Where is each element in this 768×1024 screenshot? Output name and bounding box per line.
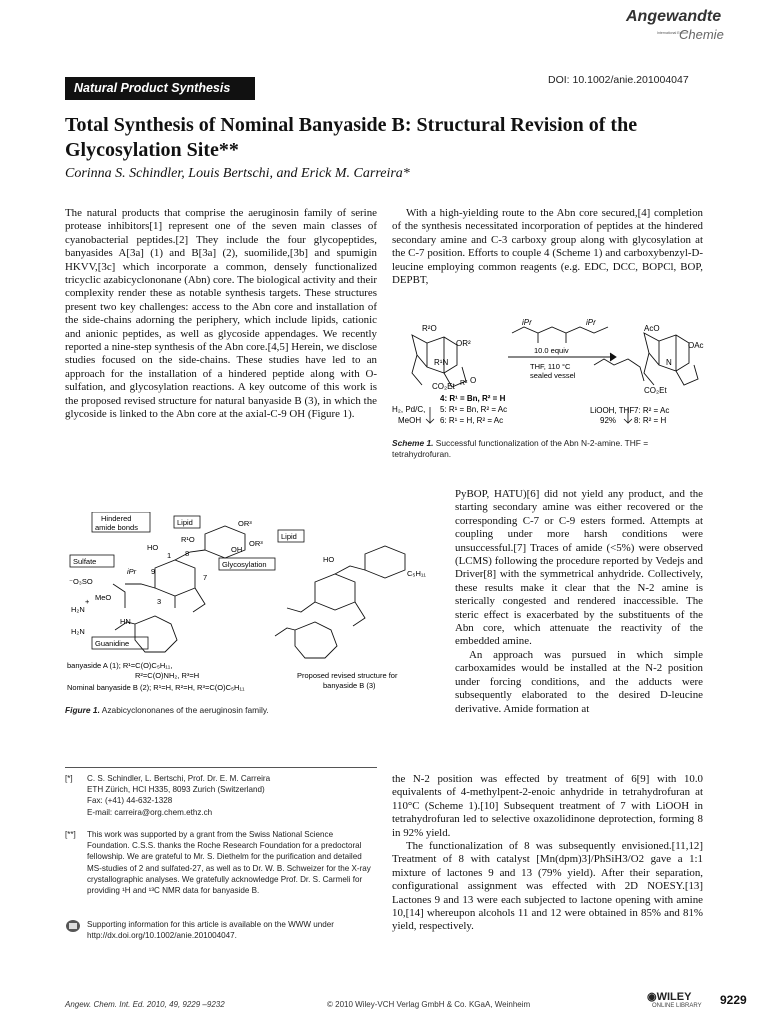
figure-1-drawing [65,512,445,700]
paragraph: The natural products that comprise the aeruginosin family of serine protease inhibitors[1] represent one of the seven main classes of cyanobacterial peptides.[2] They include the four glycopeptides, banyasides A[3a] (1) and B[3a] (2), suomilide,[3b] and spumigin HKVV,[3c] which incorporate a common, densely functionalized tricyclic azabicyclononane (Abn) core. The biological activity and their complexity render these as notable synthesis targets. These structures present two key challenges: access to the Abn core and installation of the side-chains adorning the periphery, which include lipids, cationic and anionic peptides, as well as glycoside appendages. We recently reported a nine-step synthesis of the Abn core.[4,5] Herein, we disclose studies focused on the side-chains. These studies have led to an approach for the installation of a hindered peptide along with O-sulfation, and glycosylation reactions. A key outcome of this work is the proposed revised structure for natural banyaside B (3), in which the glycoside is linked to the Abn core at the axial-C-9 OH (Figure 1). [65,207,377,421]
scheme-label: CO₂Et [432,382,455,391]
wiley-logo-icon: ◉ [647,991,657,1003]
page-number: 9229 [720,993,747,1007]
column-1-text [65,207,377,422]
scheme-1-caption [392,438,704,460]
footnote-email[interactable]: E-mail: carreira@org.chem.ethz.ch [87,807,213,817]
paragraph: the N-2 position was effected by treatment of 6[9] with 10.0 equivalents of 4-methylpent-2-enoic anhydride in tetrahydrofuran at 110°C (Scheme 1).[10] Subsequent treatment of 7 with LiOOH in tetrahydrofuran led to selective oxazolidinone deprotection, forming 8 in 92% yield. [392,773,703,839]
footer-citation: Angew. Chem. Int. Ed. 2010, 49, 9229 –9232 [65,1000,225,1009]
doi[interactable]: DOI: 10.1002/anie.201004047 [548,74,689,86]
scheme-label: sealed vessel [530,371,576,380]
figure-1-caption [65,705,375,716]
footnote-supporting-info [65,919,377,941]
figure-label: OR³ [238,519,252,528]
article-title: Total Synthesis of Nominal Banyaside B: Structural Revision of the Glycosylation Site** [65,114,638,161]
figure-label: H₂N [71,605,85,614]
scheme-label: AcO [644,324,660,333]
footnote-line: Fax: (+41) 44-632-1328 [87,796,173,806]
figure-label: Lipid [281,532,297,541]
figure-legend: banyaside B (3) [323,681,376,690]
scheme-label: OAc [688,341,704,350]
figure-label: HO [323,555,335,564]
figure-1 [65,512,445,705]
compound-label: 7: R² = Ac [634,406,670,415]
scheme-label: THF, 110 °C [530,362,571,371]
caption-text: Successful functionalization of the Abn N-2-amine. THF = tetrahydrofuran. [392,438,649,459]
scheme-label: N [666,358,672,367]
compound-label: 5: R¹ = Bn, R² = Ac [440,405,508,414]
journal-logo-subtitle: International Edition [657,31,688,35]
wiley-logo-text: WILEY [656,991,692,1003]
figure-legend: Nominal banyaside B (2); R¹=H, R²=H, R³=C(O)C₅H₁₁ [67,683,245,692]
footnote-affiliation [65,773,377,818]
footnote-rule [65,767,377,768]
scheme-label: iPr [522,318,532,327]
figure-label: Glycosylation [222,560,267,569]
footnote-line: ETH Zürich, HCI H335, 8093 Zurich (Switzerland) [87,785,265,795]
scheme-label: R¹N [434,358,449,367]
figure-label: 8 [185,549,190,558]
journal-logo: Angewandte [626,8,722,25]
compound-label: 8: R² = H [634,416,667,425]
footnote-text: This work was supported by a grant from the Swiss National Science Foundation. C.S.S. thanks the Roche Research Foundation for a predoctoral fellowship. We are grateful to Mr. S. Diethelm for the purification and detailed MS-studies of 2 and sulfated-27, as well as to Dr. W. B. Schweizer for the X-ray crystallographic analyses. We gratefully acknowledge Prof. Dr. S. Carmeli for providing ¹H and ¹³C NMR data for banyaside B. [87,830,371,896]
paragraph: The functionalization of 8 was subsequently envisioned.[11,12] Treatment of 8 with catalyst [Mn(dpm)3]/PhSiH3/O2 gave a 1:1 mixture of lactones 9 and 13 (79% yield). After their separation, configurational assignment was effected with 2D NOESY.[13] Lactones 9 and 13 were each subjected to lactone opening with amine 10,[14] whereupon alcohols 11 and 12 were obtained in 85% and 81% yield, respectively. [392,840,703,933]
scheme-label: CO₂Et [644,386,667,395]
figure-label: + [85,597,90,606]
caption-label: Scheme 1. [392,438,434,448]
scheme-1-drawing [382,315,712,440]
caption-text: Azabicyclononanes of the aeruginosin family. [101,705,269,715]
paragraph: With a high-yielding route to the Abn core secured,[4] completion of the synthesis necessitated incorporation of peptides at the hindered secondary amine and C-3 carboxy group along with glycosylation at the C-7 position. Efforts to couple 4 (Scheme 1) and carboxybenzyl-D-leucine employing common reagents (e.g. EDC, DCC, BOPCl, BOP, DEPBT, [392,207,703,287]
journal-logo-chemie: Chemie [679,27,724,42]
figure-label: R¹O [181,535,195,544]
figure-legend: Proposed revised structure for [297,671,398,680]
figure-label: HO [147,543,159,552]
wiley-online-library: ONLINE LIBRARY [652,1003,702,1009]
figure-label: HN [120,617,131,626]
scheme-label: OR² [456,339,471,348]
scheme-label: H₂, Pd/C, [392,405,426,414]
scheme-label: iPr [586,318,596,327]
compound-label: 6: R¹ = H, R² = Ac [440,416,504,425]
figure-legend: banyaside A (1); R¹=C(O)C₅H₁₁, [67,661,173,670]
wiley-logo [647,990,691,1003]
scheme-label: 10.0 equiv [534,346,569,355]
scheme-1 [382,315,712,445]
article-authors: Corinna S. Schindler, Louis Bertschi, and Erick M. Carreira* [65,166,410,181]
paragraph: An approach was pursued in which simple carboxamides would be installed at the N-2 position under forcing conditions, and the adducts were subsequently elaborated to the desired D-leucine derivative. Amide formation at [455,648,703,715]
scheme-label: R² [460,380,468,387]
figure-label: MeO [95,593,112,602]
figure-label: 7 [203,573,208,582]
supporting-info-icon [65,919,81,936]
compound-label: 4: R¹ = Bn, R² = H [440,394,506,403]
scheme-label: R²O [422,324,437,333]
footer-copyright: © 2010 Wiley-VCH Verlag GmbH & Co. KGaA, Weinheim [327,1000,531,1009]
figure-label: 3 [157,597,162,606]
scheme-label: O [470,376,477,385]
figure-label: iPr [127,567,137,576]
column-2-middle [455,488,703,716]
figure-label: Sulfate [73,557,97,566]
figure-label: Guanidine [95,639,130,648]
figure-legend: R²=C(O)NH₂, R³=H [135,671,200,680]
paragraph: PyBOP, HATU)[6] did not yield any product, and the starting secondary amine was either recovered or the corresponding C-7 or C-9 esters formed. Attempts at coupling under more harsh conditions were unsuccessful.[7] Traces of amide (<5%) were observed (LCMS) following the procedure reported by Vedejs and Driver[8] with the symmetrical anhydride. Collectively, these results make it clear that the N-2 amine is sterically congested and rendered inaccessible. The steric effect is exacerbated by the substituents of the Abn core, which attenuate the reactivity of the embedded amine. [455,488,703,648]
footnote-text[interactable]: Supporting information for this article is available on the WWW under http://dx.doi.org/10.1002/anie.201004047. [87,920,334,941]
figure-label: Hindered [101,514,132,523]
footnote-marker: [**] [65,830,76,839]
figure-label: Lipid [177,518,193,527]
footnote-marker: [*] [65,774,73,783]
column-2-bottom [392,773,703,934]
figure-label: C₅H₁₁ [407,569,426,578]
figure-label: 9 [151,567,156,576]
section-badge: Natural Product Synthesis [65,77,255,100]
scheme-label: 92% [600,416,617,425]
scheme-label: LiOOH, THF [590,406,635,415]
figure-label: amide bonds [95,523,138,532]
column-2-intro [392,207,703,287]
scheme-label: MeOH [398,416,422,425]
caption-label: Figure 1. [65,705,100,715]
footnote-line: C. S. Schindler, L. Bertschi, Prof. Dr. E. M. Carreira [87,774,271,783]
figure-label: 1 [167,551,172,560]
figure-label: H₂N [71,627,85,636]
figure-label: OR³ [249,539,263,548]
figure-label: OH [231,545,243,554]
figure-label: ⁻O₃SO [69,577,93,586]
footnote-acknowledgement [65,829,377,896]
